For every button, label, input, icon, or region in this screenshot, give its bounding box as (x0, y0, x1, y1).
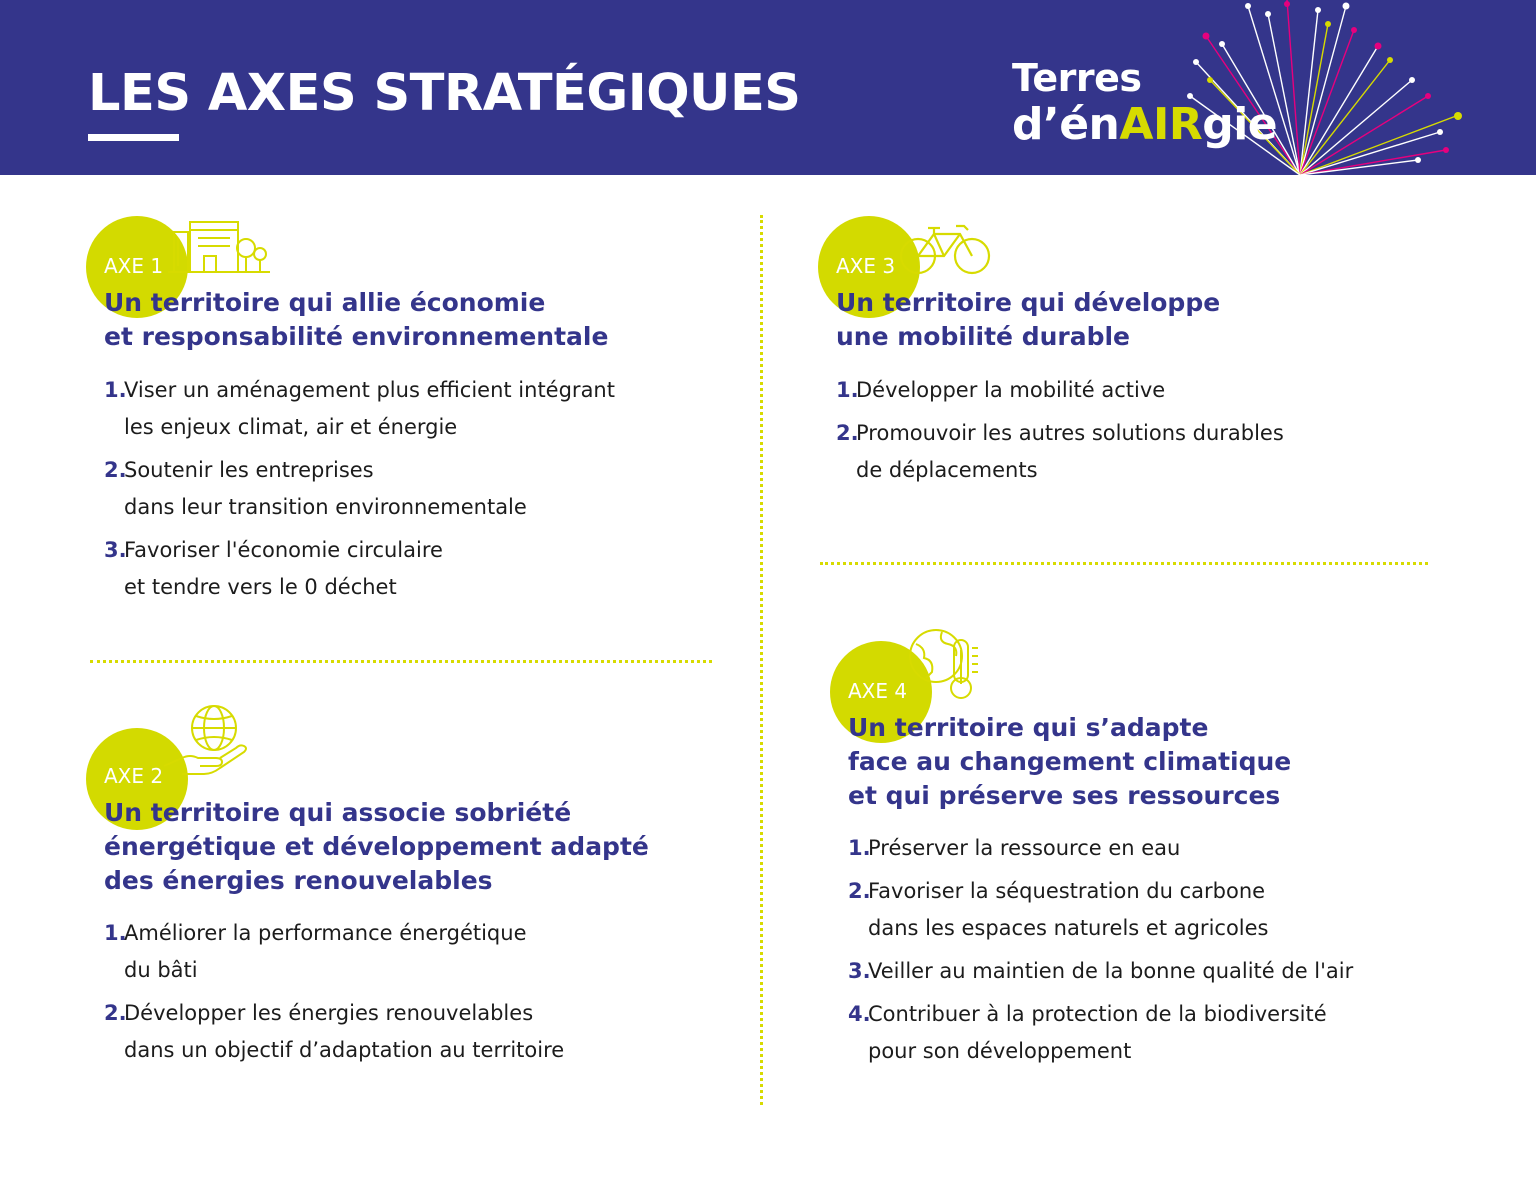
item-text: Contribuer à la protection de la biodiversité (868, 1002, 1327, 1026)
brand-text-start: d’én (1012, 99, 1120, 150)
axis-2-list (104, 915, 564, 1075)
item-number: 3. (104, 538, 127, 562)
item-number: 4. (848, 1002, 871, 1026)
item-number: 3. (848, 959, 871, 983)
axis-3-tag: AXE 3 (836, 254, 896, 278)
city-buildings-trees-icon (168, 216, 272, 276)
axis-2-tag: AXE 2 (104, 764, 164, 788)
heading-line: une mobilité durable (836, 322, 1131, 351)
item-text: pour son développement (868, 1039, 1132, 1063)
heading-line: Un territoire qui développe (836, 288, 1221, 317)
item-text: Veiller au maintien de la bonne qualité de l'air (868, 959, 1354, 983)
brand-line-2 (1012, 100, 1277, 150)
item-number: 1. (836, 378, 859, 402)
brand-logo (1012, 56, 1277, 150)
axis-4-tag: AXE 4 (848, 679, 908, 703)
header-banner (0, 0, 1536, 175)
heading-line: et responsabilité environnementale (104, 322, 609, 351)
axis-1-heading (104, 286, 608, 354)
list-item (104, 532, 615, 606)
item-text: Développer la mobilité active (856, 378, 1166, 402)
list-item (104, 915, 564, 989)
axis-2-heading (104, 796, 649, 898)
list-item (848, 873, 1353, 947)
horizontal-divider-left (90, 660, 712, 663)
item-number: 2. (848, 879, 871, 903)
brand-text-accent: AIR (1119, 99, 1203, 150)
item-text: Préserver la ressource en eau (868, 836, 1181, 860)
item-text: Promouvoir les autres solutions durables (856, 421, 1284, 445)
item-number: 1. (104, 378, 127, 402)
item-number: 2. (836, 421, 859, 445)
axis-4-heading (848, 711, 1291, 813)
item-number: 2. (104, 1001, 127, 1025)
heading-line: des énergies renouvelables (104, 866, 493, 895)
vertical-divider (760, 215, 763, 1105)
item-text: dans leur transition environnementale (124, 495, 527, 519)
heading-line: Un territoire qui allie économie (104, 288, 546, 317)
brand-text-end: gie (1202, 99, 1278, 150)
axis-3-list (836, 372, 1284, 495)
brand-line-1: Terres (1012, 56, 1142, 100)
item-number: 1. (848, 836, 871, 860)
heading-line: Un territoire qui s’adapte (848, 713, 1209, 742)
item-text: dans les espaces naturels et agricoles (868, 916, 1269, 940)
axis-1-tag: AXE 1 (104, 254, 164, 278)
page-title: LES AXES STRATÉGIQUES (88, 64, 801, 123)
axis-4-list (848, 830, 1353, 1076)
item-number: 2. (104, 458, 127, 482)
list-item (836, 415, 1284, 489)
item-text: du bâti (124, 958, 198, 982)
horizontal-divider-right (820, 562, 1428, 565)
item-text: Favoriser l'économie circulaire (124, 538, 443, 562)
item-text: de déplacements (856, 458, 1038, 482)
item-text: Viser un aménagement plus efficient intégrant (124, 378, 615, 402)
item-text: Favoriser la séquestration du carbone (868, 879, 1266, 903)
item-text: Améliorer la performance énergétique (124, 921, 527, 945)
list-item (848, 830, 1353, 867)
title-underline (88, 134, 179, 141)
item-text: Développer les énergies renouvelables (124, 1001, 534, 1025)
item-text: les enjeux climat, air et énergie (124, 415, 458, 439)
list-item (848, 953, 1353, 990)
list-item (836, 372, 1284, 409)
item-number: 1. (104, 921, 127, 945)
list-item (848, 996, 1353, 1070)
heading-line: énergétique et développement adapté (104, 832, 649, 861)
hand-holding-globe-icon (160, 702, 252, 782)
bicycle-icon (898, 220, 992, 276)
item-text: Soutenir les entreprises (124, 458, 374, 482)
axis-3-heading (836, 286, 1220, 354)
item-text: dans un objectif d’adaptation au territoire (124, 1038, 565, 1062)
heading-line: Un territoire qui associe sobriété (104, 798, 572, 827)
axis-1-list (104, 372, 615, 612)
heading-line: et qui préserve ses ressources (848, 781, 1281, 810)
heading-line: face au changement climatique (848, 747, 1292, 776)
globe-thermometer-icon (906, 626, 986, 702)
list-item (104, 452, 615, 526)
list-item (104, 995, 564, 1069)
item-text: et tendre vers le 0 déchet (124, 575, 397, 599)
list-item (104, 372, 615, 446)
